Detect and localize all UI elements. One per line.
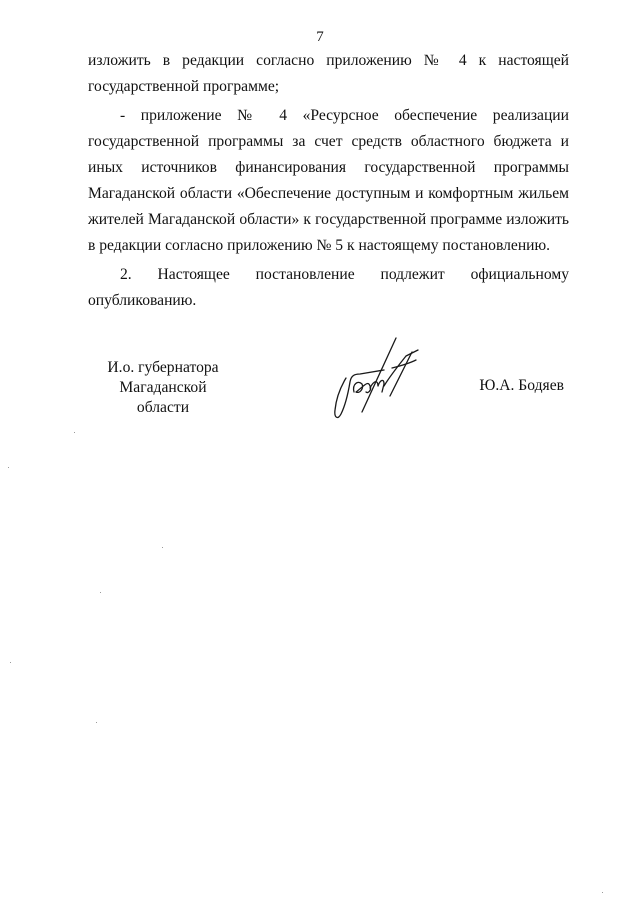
scan-speck xyxy=(96,722,97,723)
signature-stroke-6 xyxy=(390,352,412,396)
signatory-position-line1: И.о. губернатора xyxy=(107,359,219,376)
document-body xyxy=(88,48,569,314)
paragraph-appendix-4: - приложение № 4 «Ресурсное обеспечение реализации государственной программы за счет средств областного бюджета и иных источников финансирования государственной программы Магаданской области «Обеспечение доступным и комфортным жильем жителей Магаданской области» к государственной программе изложить в редакции согласно приложению № 5 к настоящему постановлению. xyxy=(88,107,569,254)
page-number: 7 xyxy=(316,29,324,45)
signatory-position-line2: Магаданской области xyxy=(119,379,207,416)
signatory-name: Ю.А. Бодяев xyxy=(479,377,564,394)
signature-stroke-1 xyxy=(335,370,384,417)
scan-speck xyxy=(602,892,603,893)
signature-stroke-3 xyxy=(354,382,371,392)
signature-stroke-5 xyxy=(384,350,418,386)
scan-speck xyxy=(162,547,163,548)
paragraph-edit-instruction: изложить в редакции согласно приложению № 4 к настоящей государственной программе; xyxy=(88,52,569,95)
scan-speck xyxy=(10,662,11,663)
scan-speck xyxy=(8,467,9,468)
signatory-position xyxy=(92,358,234,418)
paragraph-publication: 2. Настоящее постановление подлежит официальному опубликованию. xyxy=(88,266,569,309)
handwritten-signature xyxy=(326,336,430,426)
scan-speck xyxy=(74,432,75,433)
scan-speck xyxy=(100,592,101,593)
